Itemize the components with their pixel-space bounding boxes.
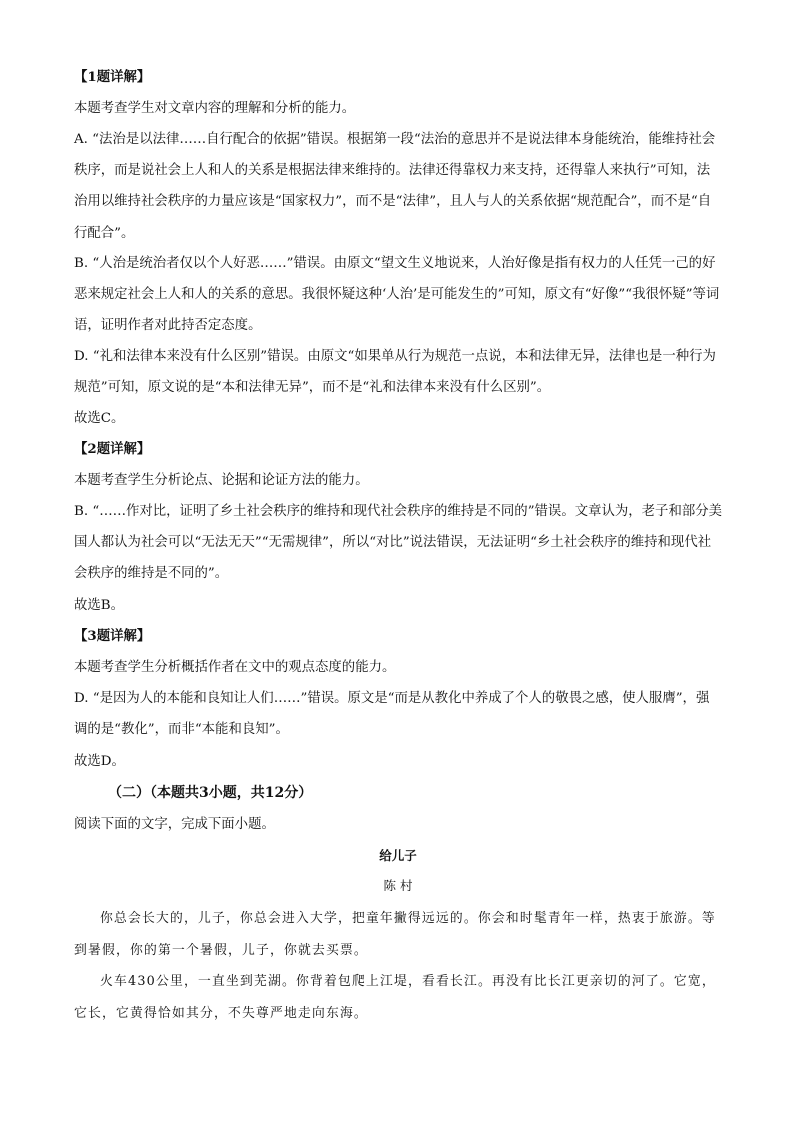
poem-title: 给儿子: [379, 848, 417, 863]
q3-heading: 【3题详解】: [74, 628, 151, 644]
q1-option-b: B. “人治是统治者仅以个人好恶……”错误。由原文“望文生义地说来，人治好像是指有权力的人任凭一己的好恶来规定社会上人和人的关系的意思。我很怀疑这种‘人治’是可能发生的”可知，原文有“好像”“我很怀疑”等词语，证明作者对此持否定态度。: [74, 256, 720, 334]
q2-intro: 本题考查学生分析论点、论据和论证方法的能力。: [74, 473, 369, 488]
q3-intro: 本题考查学生分析概括作者在文中的观点态度的能力。: [74, 660, 396, 675]
poem-paragraph-2: 火车430公里，一直坐到芜湖。你背着包爬上江堤，看看长江。再没有比长江更亲切的河了。它宽，它长，它黄得恰如其分，不失尊严地走向东海。: [74, 974, 716, 1021]
poem-paragraph-1: 你总会长大的，儿子，你总会进入大学，把童年撇得远远的。你会和时髦青年一样，热衷于旅游。等到暑假，你的第一个暑假，儿子，你就去买票。: [74, 911, 716, 958]
poem-author: 陈 村: [383, 878, 413, 893]
q1-answer: 故选C。: [74, 411, 125, 426]
q2-answer: 故选B。: [74, 598, 125, 613]
q1-intro: 本题考查学生对文章内容的理解和分析的能力。: [74, 101, 356, 116]
q1-heading: 【1题详解】: [74, 69, 151, 85]
q2-heading: 【2题详解】: [74, 441, 151, 457]
reading-instruction: 阅读下面的文字，完成下面小题。: [74, 817, 275, 832]
q1-option-d: D. “礼和法律本来没有什么区别”错误。由原文“如果单从行为规范一点说，本和法律无异，法律也是一种行为规范”可知，原文说的是“本和法律无异”，而不是“礼和法律本来没有什么区别”。: [74, 349, 716, 396]
q3-option-d: D. “是因为人的本能和良知让人们……”错误。原文是“而是从教化中养成了个人的敬畏之感，使人服膺”，强调的是“教化”，而非“本能和良知”。: [74, 691, 710, 738]
q1-option-a: A. “法治是以法律……自行配合的依据”错误。根据第一段“法治的意思并不是说法律本身能统治，能维持社会秩序，而是说社会上人和人的关系是根据法律来维持的。法律还得靠权力来支持，还得靠人来执行”可知，法治用以维持社会秩序的力量应该是“国家权力”，而不是“法律”，且人与人的关系依据“规范配合”，而不是“自行配合”。: [74, 132, 716, 241]
q2-option-b: B. “……作对比，证明了乡土社会秩序的维持和现代社会秩序的维持是不同的”错误。文章认为，老子和部分美国人都认为社会可以“无法无天”“无需规律”，所以“对比”说法错误，无法证明“乡土社会秩序的维持和现代社会秩序的维持是不同的”。: [74, 504, 723, 582]
q3-answer: 故选D。: [74, 754, 125, 769]
section-two-title: （二）（本题共3小题，共12分）: [108, 785, 313, 801]
